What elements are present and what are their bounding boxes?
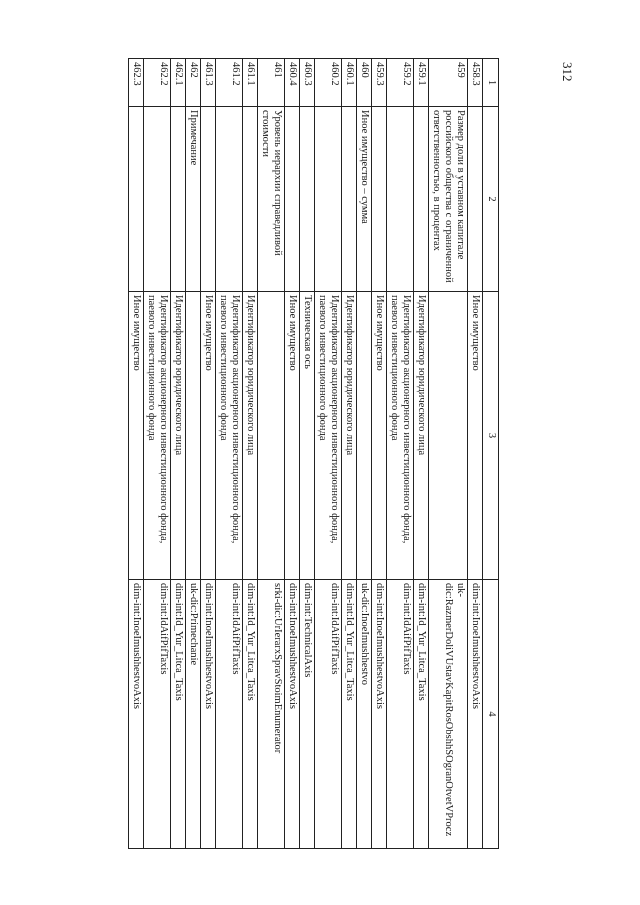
row-number-cell: 461.2 xyxy=(216,59,243,107)
row-number-cell: 462 xyxy=(186,59,201,107)
element-code-cell: uk-dic:Primechanie xyxy=(186,580,201,849)
data-table xyxy=(128,58,499,849)
table-body xyxy=(129,59,483,849)
row-number-cell: 461.3 xyxy=(201,59,216,107)
indicator-name-cell xyxy=(216,107,243,292)
axis-name-cell: Иное имущество xyxy=(129,292,144,580)
axis-name-cell xyxy=(186,292,201,580)
column-header: 2 xyxy=(483,107,499,292)
row-number-cell: 458.3 xyxy=(468,59,483,107)
element-code-cell: dim-int:Id_Yur_Litca_Taxis xyxy=(243,580,258,849)
row-number-cell: 459.3 xyxy=(372,59,387,107)
axis-name-cell: Идентификатор акционерного инвестиционного фонда, паевого инвестиционного фонда xyxy=(216,292,243,580)
element-code-cell: dim-int:InoeImushhestvoAxis xyxy=(285,580,300,849)
axis-name-cell: Идентификатор юридического лица xyxy=(414,292,429,580)
axis-name-cell: Идентификатор юридического лица xyxy=(243,292,258,580)
column-header: 3 xyxy=(483,292,499,580)
row-number-cell: 461.1 xyxy=(243,59,258,107)
table-row xyxy=(414,59,429,849)
row-number-cell: 460.2 xyxy=(315,59,342,107)
indicator-name-cell xyxy=(201,107,216,292)
table-row xyxy=(129,59,144,849)
element-code-cell: dim-int:InoeImushhestvoAxis xyxy=(201,580,216,849)
indicator-name-cell xyxy=(243,107,258,292)
indicator-name-cell xyxy=(144,107,171,292)
table-row xyxy=(342,59,357,849)
indicator-name-cell xyxy=(129,107,144,292)
row-number-cell: 459 xyxy=(429,59,468,107)
element-code-cell: dim-int:InoeImushhestvoAxis xyxy=(129,580,144,849)
indicator-name-cell xyxy=(387,107,414,292)
axis-name-cell: Иное имущество xyxy=(372,292,387,580)
row-number-cell: 459.2 xyxy=(387,59,414,107)
indicator-name-cell xyxy=(285,107,300,292)
axis-name-cell: Иное имущество xyxy=(201,292,216,580)
axis-name-cell: Иное имущество xyxy=(285,292,300,580)
indicator-name-cell xyxy=(414,107,429,292)
element-code-cell: dim-int:Id_Yur_Litca_Taxis xyxy=(342,580,357,849)
table-row xyxy=(315,59,342,849)
element-code-cell: dim-int:IdAifPifTaxis xyxy=(216,580,243,849)
element-code-cell: uk-dic:InoeImushhestvo xyxy=(357,580,372,849)
table-row xyxy=(171,59,186,849)
row-number-cell: 460.3 xyxy=(300,59,315,107)
axis-name-cell xyxy=(357,292,372,580)
axis-name-cell: Идентификатор акционерного инвестиционного фонда, паевого инвестиционного фонда xyxy=(387,292,414,580)
axis-name-cell xyxy=(429,292,468,580)
element-code-cell: dim-int:IdAifPifTaxis xyxy=(387,580,414,849)
indicator-name-cell xyxy=(315,107,342,292)
row-number-cell: 459.1 xyxy=(414,59,429,107)
axis-name-cell: Техническая ось xyxy=(300,292,315,580)
axis-name-cell: Идентификатор акционерного инвестиционного фонда, паевого инвестиционного фонда xyxy=(144,292,171,580)
axis-name-cell xyxy=(258,292,285,580)
indicator-name-cell: Примечание xyxy=(186,107,201,292)
column-header: 1 xyxy=(483,59,499,107)
element-code-cell: dim-int:InoeImushhestvoAxis xyxy=(468,580,483,849)
row-number-cell: 462.3 xyxy=(129,59,144,107)
element-code-cell: dim-int:Id_Yur_Litca_Taxis xyxy=(171,580,186,849)
indicator-name-cell xyxy=(372,107,387,292)
row-number-cell: 461 xyxy=(258,59,285,107)
element-code-cell: dim-int:IdAifPifTaxis xyxy=(144,580,171,849)
table-row xyxy=(300,59,315,849)
axis-name-cell: Идентификатор юридического лица xyxy=(342,292,357,580)
indicator-name-cell xyxy=(171,107,186,292)
table-row xyxy=(285,59,300,849)
element-code-cell: uk-dic:RazmerDoliVUstavKapitRosObshhSOgranOtvetVProcz xyxy=(429,580,468,849)
element-code-cell: dim-int:IdAifPifTaxis xyxy=(315,580,342,849)
row-number-cell: 462.2 xyxy=(144,59,171,107)
page-number: 312 xyxy=(560,62,575,82)
column-header: 4 xyxy=(483,580,499,849)
table-row xyxy=(216,59,243,849)
row-number-cell: 460 xyxy=(357,59,372,107)
indicator-name-cell xyxy=(342,107,357,292)
row-number-cell: 462.1 xyxy=(171,59,186,107)
axis-name-cell: Иное имущество xyxy=(468,292,483,580)
element-code-cell: dim-int:Id_Yur_Litca_Taxis xyxy=(414,580,429,849)
element-code-cell: dim-int:TechnicalAxis xyxy=(300,580,315,849)
table-row xyxy=(429,59,468,849)
indicator-name-cell: Уровень иерархии справедливой стоимости xyxy=(258,107,285,292)
table-row xyxy=(357,59,372,849)
axis-name-cell: Идентификатор акционерного инвестиционного фонда, паевого инвестиционного фонда xyxy=(315,292,342,580)
table-row xyxy=(387,59,414,849)
row-number-cell: 460.1 xyxy=(342,59,357,107)
indicator-name-cell xyxy=(468,107,483,292)
indicator-name-cell xyxy=(300,107,315,292)
axis-name-cell: Идентификатор юридического лица xyxy=(171,292,186,580)
table-row xyxy=(468,59,483,849)
table-row xyxy=(201,59,216,849)
element-code-cell: srki-dic:UrIerarxSpravStoimEnumerator xyxy=(258,580,285,849)
table-row xyxy=(372,59,387,849)
table-row xyxy=(258,59,285,849)
table-row xyxy=(144,59,171,849)
element-code-cell: dim-int:InoeImushhestvoAxis xyxy=(372,580,387,849)
indicator-name-cell: Иное имущество – сумма xyxy=(357,107,372,292)
table-container xyxy=(59,58,499,848)
table-row xyxy=(186,59,201,849)
row-number-cell: 460.4 xyxy=(285,59,300,107)
indicator-name-cell: Размер доли в уставном капитале российского общества с ограниченной ответственностью, в процентах xyxy=(429,107,468,292)
table-header-row xyxy=(483,59,499,849)
table-row xyxy=(243,59,258,849)
